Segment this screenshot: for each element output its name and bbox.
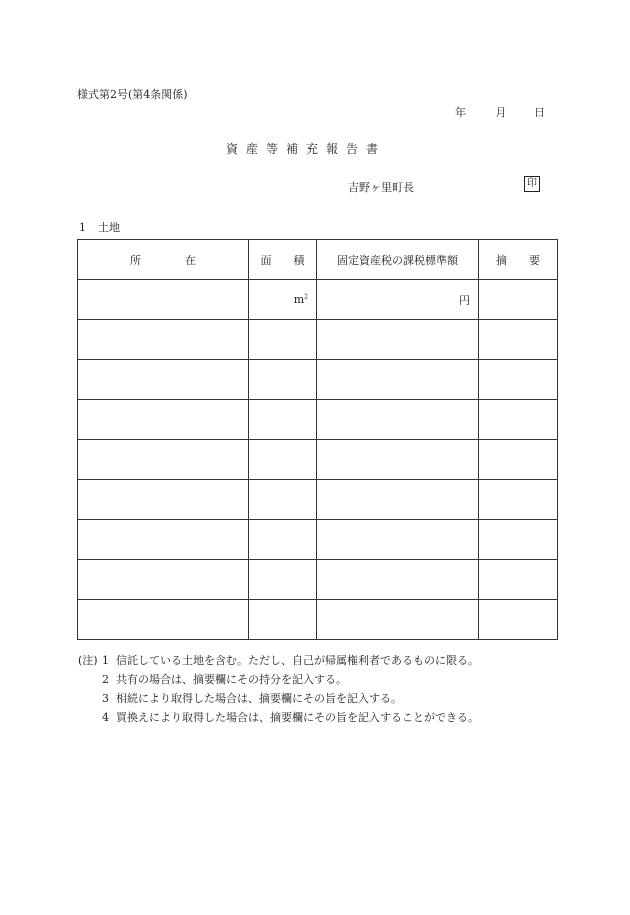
note-text: 共有の場合は、摘要欄にその持分を記入する。: [116, 673, 347, 686]
remarks-cell[interactable]: [479, 560, 558, 600]
note-text: 信託している土地を含む。ただし、自己が帰属権利者であるものに限る。: [116, 654, 479, 667]
location-cell[interactable]: [78, 320, 249, 360]
note-number: 1: [102, 654, 109, 667]
location-cell[interactable]: [78, 440, 249, 480]
area-cell[interactable]: [249, 600, 317, 640]
area-cell[interactable]: [249, 360, 317, 400]
remarks-cell[interactable]: [479, 600, 558, 640]
tax-base-cell[interactable]: [317, 520, 479, 560]
note-text: 相続により取得した場合は、摘要欄にその旨を記入する。: [116, 692, 402, 705]
seal-mark: 印: [524, 176, 540, 192]
table-row: [78, 560, 558, 600]
tax-base-cell[interactable]: [317, 480, 479, 520]
table-row: [78, 480, 558, 520]
note-item: [78, 689, 479, 708]
area-unit: $m^2$: [293, 293, 308, 306]
table-row: [78, 280, 558, 320]
table-row: [78, 440, 558, 480]
table-row: [78, 400, 558, 440]
tax-base-cell[interactable]: [317, 440, 479, 480]
tax-base-cell[interactable]: [317, 280, 479, 320]
area-cell[interactable]: [249, 480, 317, 520]
location-cell[interactable]: [78, 600, 249, 640]
tax-base-cell[interactable]: [317, 320, 479, 360]
form-number: 様式第2号(第4条関係): [77, 88, 188, 101]
document-title: 資産等補充報告書: [226, 142, 387, 156]
table-row: [78, 360, 558, 400]
section-number: 1: [79, 221, 86, 234]
location-cell[interactable]: [78, 480, 249, 520]
section-label: 土地: [98, 221, 120, 234]
note-item: [78, 708, 479, 727]
date-day-label: 日: [534, 106, 545, 119]
area-cell[interactable]: [249, 560, 317, 600]
remarks-cell[interactable]: [479, 480, 558, 520]
tax-base-cell[interactable]: [317, 360, 479, 400]
date-year-label: 年: [455, 106, 466, 119]
area-cell[interactable]: [249, 520, 317, 560]
location-cell[interactable]: [78, 360, 249, 400]
date-month-label: 月: [495, 106, 507, 119]
note-number: 2: [102, 673, 109, 686]
yen-unit: 円: [459, 293, 470, 307]
land-table: [77, 239, 558, 640]
location-cell[interactable]: [78, 280, 249, 320]
table-header-row: [78, 240, 558, 280]
location-cell[interactable]: [78, 520, 249, 560]
addressee: 吉野ヶ里町長: [348, 181, 414, 194]
note-item: [78, 670, 479, 689]
remarks-cell[interactable]: [479, 440, 558, 480]
tax-base-cell[interactable]: [317, 400, 479, 440]
header-area: 面 積: [249, 240, 317, 280]
area-cell[interactable]: [249, 280, 317, 320]
area-cell[interactable]: [249, 320, 317, 360]
header-remarks: 摘 要: [479, 240, 558, 280]
remarks-cell[interactable]: [479, 520, 558, 560]
area-cell[interactable]: [249, 440, 317, 480]
note-item: [78, 651, 479, 670]
notes-marker: (注): [78, 654, 98, 667]
tax-base-cell[interactable]: [317, 600, 479, 640]
location-cell[interactable]: [78, 400, 249, 440]
notes: [78, 651, 479, 727]
area-cell[interactable]: [249, 400, 317, 440]
note-text: 買換えにより取得した場合は、摘要欄にその旨を記入することができる。: [116, 711, 479, 724]
remarks-cell[interactable]: [479, 400, 558, 440]
tax-base-cell[interactable]: [317, 560, 479, 600]
location-cell[interactable]: [78, 560, 249, 600]
note-number: 4: [102, 711, 109, 724]
date-line: [455, 104, 545, 120]
table-row: [78, 600, 558, 640]
section-heading: [79, 219, 120, 235]
header-tax-base: 固定資産税の課税標準額: [317, 240, 479, 280]
header-location: 所 在: [78, 240, 249, 280]
remarks-cell[interactable]: [479, 280, 558, 320]
table-row: [78, 520, 558, 560]
note-number: 3: [102, 692, 109, 705]
remarks-cell[interactable]: [479, 360, 558, 400]
remarks-cell[interactable]: [479, 320, 558, 360]
table-row: [78, 320, 558, 360]
